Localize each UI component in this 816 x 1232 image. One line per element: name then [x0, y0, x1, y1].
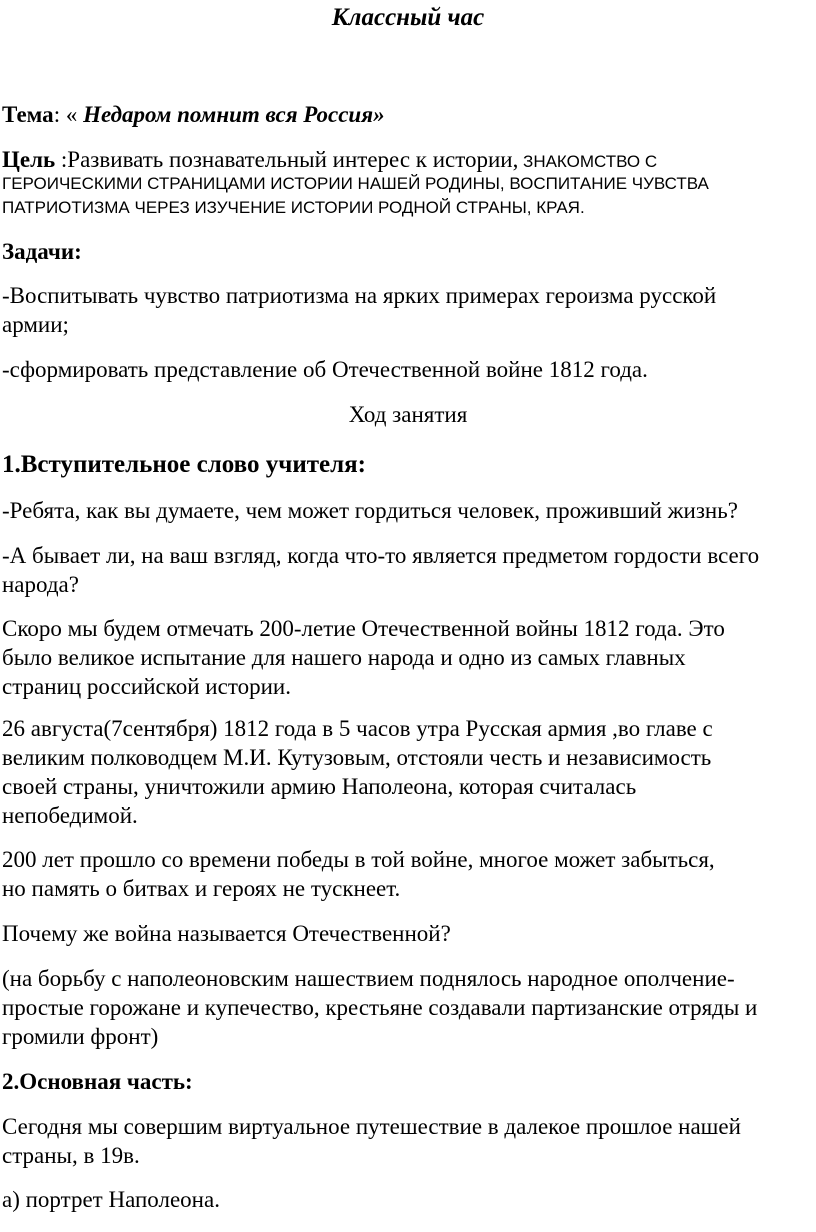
topic-label: Тема — [2, 102, 54, 127]
section2-paragraph-line-2: страны, в 19в. — [2, 1143, 140, 1168]
item-a: а) портрет Наполеона. — [2, 1187, 220, 1212]
question-3: Почему же война называется Отечественной? — [2, 921, 451, 946]
paragraph-1-line-1: Скоро мы будем отмечать 200-летие Отечественной войны 1812 года. Это — [2, 616, 725, 641]
question-2-line-1: -А бывает ли, на ваш взгляд, когда что-то является предметом гордости всего — [2, 543, 760, 568]
paragraph-2-line-1: 26 августа(7сентября) 1812 года в 5 часов утра Русская армия ,во главе с — [2, 716, 713, 741]
answer-line-2: простые горожане и купечество, крестьяне создавали партизанские отряды и — [2, 995, 758, 1020]
topic-line — [2, 100, 385, 129]
paragraph-2-line-4: непобедимой. — [2, 803, 138, 828]
document-title: Классный час — [331, 4, 485, 31]
section2-heading: 2.Основная часть: — [2, 1069, 193, 1094]
lesson-heading: Ход занятия — [348, 402, 468, 427]
answer-line-3: громили фронт) — [2, 1024, 159, 1049]
goal-caps-3: ПАТРИОТИЗМА ЧЕРЕЗ ИЗУЧЕНИЕ ИСТОРИИ РОДНОЙ СТРАНЫ, КРАЯ. — [2, 198, 585, 217]
task-2: -сформировать представление об Отечественной войне 1812 года. — [2, 357, 648, 382]
topic-colon: : « — [53, 102, 78, 127]
goal-label: Цель — [2, 147, 56, 172]
tasks-heading: Задачи: — [2, 239, 82, 264]
paragraph-2-line-3: своей страны, уничтожили армию Наполеона, которая считалась — [2, 774, 637, 799]
goal-caps-1: ЗНАКОМСТВО С — [518, 152, 658, 171]
section1-heading: 1.Вступительное слово учителя: — [2, 451, 366, 478]
question-1: -Ребята, как вы думаете, чем может гордиться человек, проживший жизнь? — [2, 498, 738, 523]
goal-caps-2: ГЕРОИЧЕСКИМИ СТРАНИЦАМИ ИСТОРИИ НАШЕЙ РОДИНЫ, ВОСПИТАНИЕ ЧУВСТВА — [2, 174, 709, 193]
task-1-line-1: -Воспитывать чувство патриотизма на ярких примерах героизма русской — [2, 283, 717, 308]
goal-intro: :Развивать познавательный интерес к истории, — [55, 147, 519, 172]
topic-value: Недаром помнит вся Россия» — [77, 102, 385, 127]
paragraph-1-line-3: страниц российской истории. — [2, 674, 291, 699]
paragraph-3-line-2: но память о битвах и героях не тускнеет. — [2, 876, 401, 901]
paragraph-3-line-1: 200 лет прошло со времени победы в той войне, многое может забыться, — [2, 847, 715, 872]
paragraph-2-line-2: великим полководцем М.И. Кутузовым, отстояли честь и независимость — [2, 745, 712, 770]
answer-line-1: (на борьбу с наполеоновским нашествием поднялось народное ополчение- — [2, 966, 735, 991]
paragraph-1-line-2: было великое испытание для нашего народа и одно из самых главных — [2, 645, 686, 670]
question-2-line-2: народа? — [2, 572, 79, 597]
task-1-line-2: армии; — [2, 312, 69, 337]
section2-paragraph-line-1: Сегодня мы совершим виртуальное путешествие в далекое прошлое нашей — [2, 1114, 741, 1139]
